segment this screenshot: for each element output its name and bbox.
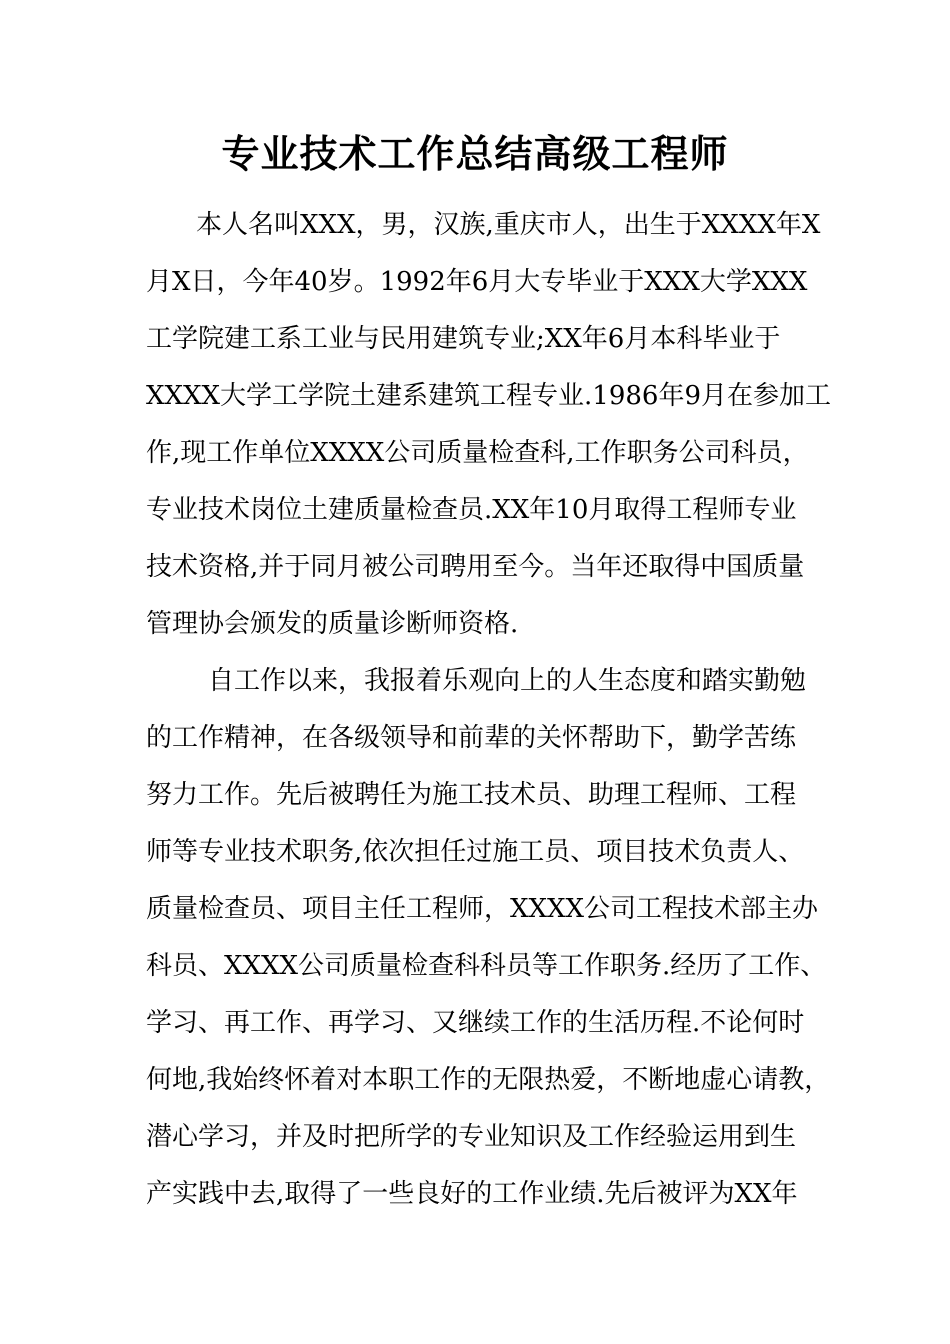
paragraph-line: 技术资格,并于同月被公司聘用至今。当年还取得中国质量 xyxy=(146,552,805,582)
paragraph-line: 潜心学习，并及时把所学的专业知识及工作经验运用到生 xyxy=(146,1122,797,1152)
paragraph-line: 的工作精神，在各级领导和前辈的关怀帮助下，勤学苦练 xyxy=(146,723,797,753)
paragraph-line: 管理协会颁发的质量诊断师资格. xyxy=(146,609,519,639)
paragraph-line: XXXX大学工学院土建系建筑工程专业.1986年9月在参加工 xyxy=(146,381,832,411)
paragraph-line: 工学院建工系工业与民用建筑专业;XX年6月本科毕业于 xyxy=(146,324,781,354)
paragraph-line: 师等专业技术职务,依次担任过施工员、项目技术负责人、 xyxy=(146,837,805,867)
paragraph-line: 质量检查员、项目主任工程师，XXXX公司工程技术部主办 xyxy=(146,894,819,924)
paragraph-line: 自工作以来，我报着乐观向上的人生态度和踏实勤勉 xyxy=(208,666,807,696)
paragraph-line: 努力工作。先后被聘任为施工技术员、助理工程师、工程 xyxy=(146,780,797,810)
paragraph-line: 科员、XXXX公司质量检查科科员等工作职务.经历了工作、 xyxy=(146,951,827,981)
paragraph-line: 专业技术岗位土建质量检查员.XX年10月取得工程师专业 xyxy=(146,495,797,525)
document-title: 专业技术工作总结高级工程师 xyxy=(221,131,729,176)
paragraph-line: 本人名叫XXX，男，汉族,重庆市人，出生于XXXX年X xyxy=(196,210,821,240)
paragraph-line: 何地,我始终怀着对本职工作的无限热爱，不断地虚心请教， xyxy=(146,1065,831,1095)
paragraph-line: 月X日，今年40岁。1992年6月大专毕业于XXX大学XXX xyxy=(146,267,808,297)
paragraph-line: 产实践中去,取得了一些良好的工作业绩.先后被评为XX年 xyxy=(146,1179,798,1209)
paragraph-line: 作,现工作单位XXXX公司质量检查科,工作职务公司科员， xyxy=(146,438,809,468)
paragraph-line: 学习、再工作、再学习、又继续工作的生活历程.不论何时 xyxy=(146,1008,805,1038)
